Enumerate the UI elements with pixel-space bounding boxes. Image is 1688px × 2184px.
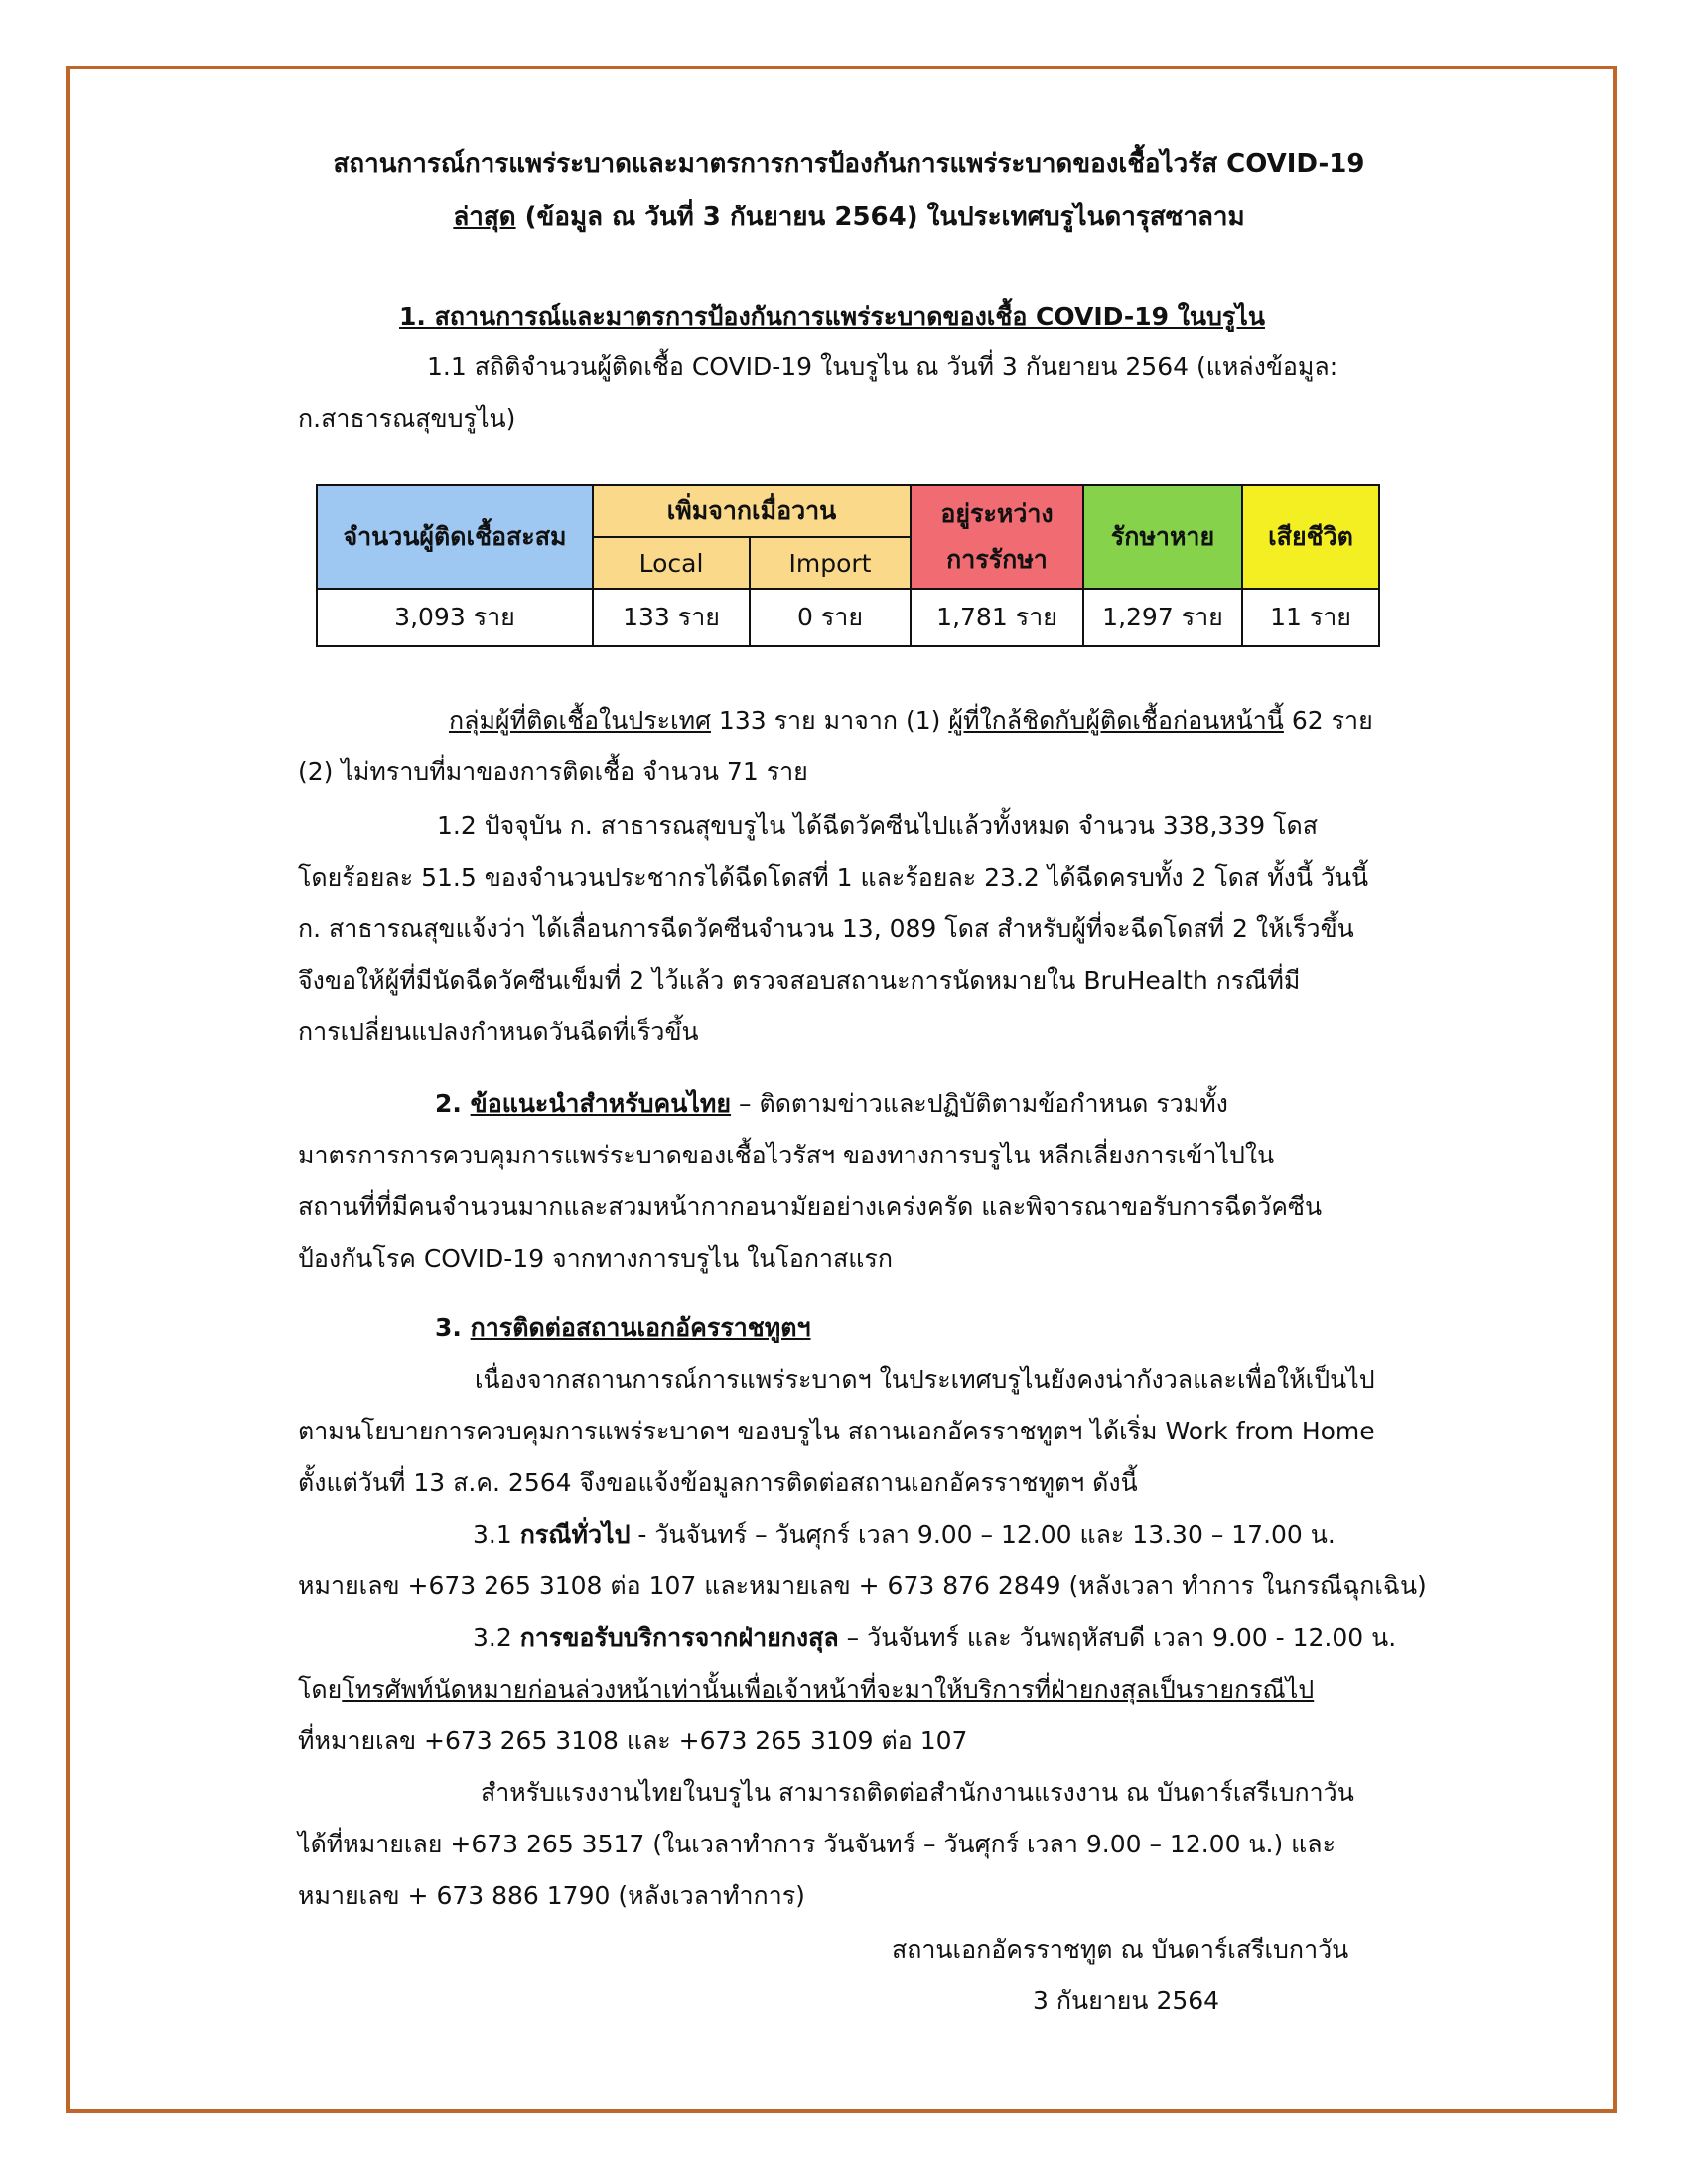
section-2-line-4: ป้องกันโรค COVID-19 จากทางการบรูไน ในโอกาสแรก xyxy=(298,1244,893,1273)
section-1-1-line-1: 1.1 สถิติจำนวนผู้ติดเชื้อ COVID-19 ในบรูไน ณ วันที่ 3 กันยายน 2564 (แหล่งข้อมูล: xyxy=(427,352,1338,381)
section-2-line-3: สถานที่ที่มีคนจำนวนมากและสวมหน้ากากอนามัยอย่างเคร่งครัด และพิจารณาขอรับการฉีดวัคซีน xyxy=(298,1192,1323,1221)
covid-stats-table xyxy=(316,484,1380,647)
value-deaths: 11 ราย xyxy=(1242,589,1379,646)
general-contact-line-2: หมายเลข +673 265 3108 ต่อ 107 และหมายเลข + 673 876 2849 (หลังเวลา ทำการ ในกรณีฉุกเฉิน) xyxy=(298,1571,1427,1600)
general-contact-line-1: 3.1 กรณีทั่วไป - วันจันทร์ – วันศุกร์ เวลา 9.00 – 12.00 และ 13.30 – 17.00 น. xyxy=(473,1520,1336,1549)
section-3-heading: การติดต่อสถานเอกอัครราชทูตฯ xyxy=(470,1313,811,1342)
title-latest: ล่าสุด xyxy=(453,203,516,232)
vaccine-line-5: การเปลี่ยนแปลงกำหนดวันฉีดที่เร็วขึ้น xyxy=(298,1018,699,1046)
consular-line-1: 3.2 การขอรับบริการจากฝ่ายกงสุล – วันจันทร์ และ วันพฤหัสบดี เวลา 9.00 - 12.00 น. xyxy=(473,1623,1397,1652)
labour-line-2: ได้ที่หมายเลย +673 265 3517 (ในเวลาทำการ วันจันทร์ – วันศุกร์ เวลา 9.00 – 12.00 น.) และ xyxy=(298,1830,1336,1858)
value-treating: 1,781 ราย xyxy=(911,589,1083,646)
section-1-heading: 1. สถานการณ์และมาตรการป้องกันการแพร่ระบาดของเชื้อ COVID-19 ในบรูไน xyxy=(399,302,1265,331)
vaccine-line-3: ก. สาธารณสุขแจ้งว่า ได้เลื่อนการฉีดวัคซีนจำนวน 13, 089 โดส สำหรับผู้ที่จะฉีดโดสที่ 2 ให้เร็วขึ้น xyxy=(298,914,1354,943)
section-2-line-1: 2. ข้อแนะนำสำหรับคนไทย – ติดตามข่าวและปฏิบัติตามข้อกำหนด รวมทั้ง xyxy=(435,1089,1228,1118)
section-3-line-3: ตั้งแต่วันที่ 13 ส.ค. 2564 จึงขอแจ้งข้อมูลการติดต่อสถานเอกอัครราชทูตฯ ดังนี้ xyxy=(298,1468,1138,1497)
signature-date: 3 กันยายน 2564 xyxy=(1033,1986,1220,2015)
header-treating: อยู่ระหว่าง การรักษา xyxy=(911,485,1083,589)
labour-line-3: หมายเลข + 673 886 1790 (หลังเวลาทำการ) xyxy=(298,1881,805,1910)
section-1-1-line-2: ก.สาธารณสุขบรูไน) xyxy=(298,404,516,433)
cluster-line-1: กลุ่มผู้ที่ติดเชื้อในประเทศ 133 ราย มาจาก (1) ผู้ที่ใกล้ชิดกับผู้ติดเชื้อก่อนหน้านี้ 62 ราย xyxy=(449,706,1373,735)
section-3-heading-line: 3. การติดต่อสถานเอกอัครราชทูตฯ xyxy=(435,1313,811,1342)
section-2-line-2: มาตรการการควบคุมการแพร่ระบาดของเชื้อไวรัสฯ ของทางการบรูไน หลีกเลี่ยงการเข้าไปใน xyxy=(298,1141,1275,1169)
vaccine-line-2: โดยร้อยละ 51.5 ของจำนวนประชากรได้ฉีดโดสที่ 1 และร้อยละ 23.2 ได้ฉีดครบทั้ง 2 โดส ทั้งนี้ วันนี้ xyxy=(298,863,1369,891)
vaccine-line-4: จึงขอให้ผู้ที่มีนัดฉีดวัคซีนเข็มที่ 2 ไว้แล้ว ตรวจสอบสถานะการนัดหมายใน BruHealth กรณีที่มี xyxy=(298,966,1301,995)
section-3-line-2: ตามนโยบายการควบคุมการแพร่ระบาดฯ ของบรูไน สถานเอกอัครราชทูตฯ ได้เริ่ม Work from Home xyxy=(298,1417,1375,1445)
header-recovered: รักษาหาย xyxy=(1083,485,1242,589)
consular-line-3: ที่หมายเลข +673 265 3108 และ +673 265 3109 ต่อ 107 xyxy=(298,1726,968,1755)
document-title xyxy=(298,137,1400,244)
title-line-1: สถานการณ์การแพร่ระบาดและมาตรการการป้องกันการแพร่ระบาดของเชื้อไวรัส COVID-19 xyxy=(333,149,1365,179)
labour-line-1: สำหรับแรงงานไทยในบรูไน สามารถติดต่อสำนักงานแรงงาน ณ บันดาร์เสรีเบกาวัน xyxy=(481,1778,1354,1807)
consular-line-2: โดยโทรศัพท์นัดหมายก่อนล่วงหน้าเท่านั้นเพื่อเจ้าหน้าที่จะมาให้บริการที่ฝ่ายกงสุลเป็นรายกรณีไป xyxy=(298,1675,1315,1704)
section-3-line-1: เนื่องจากสถานการณ์การแพร่ระบาดฯ ในประเทศบรูไนยังคงน่ากังวลและเพื่อให้เป็นไป xyxy=(475,1365,1375,1394)
header-deaths: เสียชีวิต xyxy=(1242,485,1379,589)
value-recovered: 1,297 ราย xyxy=(1083,589,1242,646)
header-local: Local xyxy=(593,537,750,589)
section-2-heading: ข้อแนะนำสำหรับคนไทย xyxy=(470,1089,732,1118)
cluster-line-2: (2) ไม่ทราบที่มาของการติดเชื้อ จำนวน 71 ราย xyxy=(298,757,808,786)
vaccine-line-1: 1.2 ปัจจุบัน ก. สาธารณสุขบรูไน ได้ฉีดวัคซีนไปแล้วทั้งหมด จำนวน 338,339 โดส xyxy=(437,811,1319,840)
header-import: Import xyxy=(750,537,911,589)
value-import: 0 ราย xyxy=(750,589,911,646)
header-cumulative: จำนวนผู้ติดเชื้อสะสม xyxy=(317,485,593,589)
header-increase: เพิ่มจากเมื่อวาน xyxy=(593,485,911,537)
value-local: 133 ราย xyxy=(593,589,750,646)
value-cumulative: 3,093 ราย xyxy=(317,589,593,646)
signature-org: สถานเอกอัครราชทูต ณ บันดาร์เสรีเบกาวัน xyxy=(892,1935,1349,1964)
title-line-2: ล่าสุด (ข้อมูล ณ วันที่ 3 กันยายน 2564) ในประเทศบรูไนดารุสซาลาม xyxy=(453,203,1245,232)
